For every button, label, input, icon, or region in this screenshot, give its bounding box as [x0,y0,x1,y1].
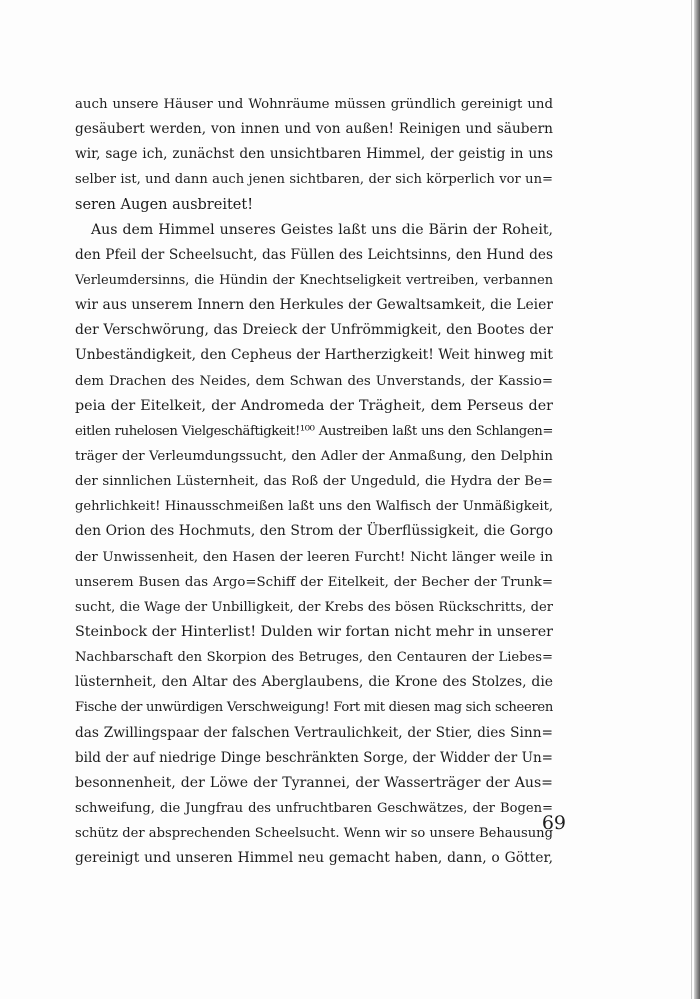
text-line: bild der auf niedrige Dinge beschränkten Sorge, der Widder der Un= [75,749,553,766]
text-line: gereinigt und unseren Himmel neu gemacht haben, dann, o Götter, [75,850,553,867]
text-line: seren Augen ausbreitet! [75,196,254,213]
text-line: auch unsere Häuser und Wohnräume müssen gründlich gereinigt und [75,97,553,112]
text-line: wir, sage ich, zunächst den unsichtbaren Himmel, der geistig in uns [75,146,553,163]
text-line: schweifung, die Jungfrau des unfruchtbaren Geschwätzes, der Bogen= [75,800,553,816]
text-line: Verleumdersinns, die Hündin der Knechtseligkeit vertreiben, verbannen [75,272,553,288]
text-line: wir aus unserem Innern den Herkules der Gewaltsamkeit, die Leier [75,297,553,314]
text-line: Unbeständigkeit, den Cepheus der Hartherzigkeit! Weit hinweg mit [75,347,553,364]
page-number: 69 [541,812,566,834]
text-line: Aus dem Himmel unseres Geistes laßt uns die Bärin der Roheit, [91,221,553,238]
text-line: der sinnlichen Lüsternheit, das Roß der Ungeduld, die Hydra der Be= [75,474,553,490]
text-line: dem Drachen des Neides, dem Schwan des Unverstands, der Kassio= [75,373,553,389]
text-line: unserem Busen das Argo=Schiff der Eitelkeit, der Becher der Trunk= [75,574,553,590]
text-line: das Zwillingspaar der falschen Vertraulichkeit, der Stier, dies Sinn= [75,724,553,741]
text-line: gesäubert werden, von innen und von außen! Reinigen und säubern [75,121,553,138]
page-edge-line [691,0,692,999]
text-line: lüsternheit, den Altar des Aberglaubens, die Krone des Stolzes, die [75,674,553,691]
body-text [75,92,553,871]
text-line: der Unwissenheit, den Hasen der leeren Furcht! Nicht länger weile in [75,549,553,565]
text-line: der Verschwörung, das Dreieck der Unfrömmigkeit, den Bootes der [75,322,553,339]
text-line: Steinbock der Hinterlist! Dulden wir fortan nicht mehr in unserer [75,623,553,640]
text-line: eitlen ruhelosen Vielgeschäftigkeit!¹⁰⁰ Austreiben laßt uns den Schlangen= [75,423,553,439]
text-line: Nachbarschaft den Skorpion des Betruges, den Centauren der Liebes= [75,650,553,666]
text-line: träger der Verleumdungssucht, den Adler der Anmaßung, den Delphin [75,448,553,464]
text-line: den Pfeil der Scheelsucht, das Füllen des Leichtsinns, den Hund des [75,246,553,263]
text-line: den Orion des Hochmuts, den Strom der Überflüssigkeit, die Gorgo [75,523,553,540]
text-line: besonnenheit, der Löwe der Tyrannei, der Wasserträger der Aus= [75,774,553,791]
text-line: peia der Eitelkeit, der Andromeda der Trägheit, dem Perseus der [75,397,553,414]
text-line: gehrlichkeit! Hinausschmeißen laßt uns den Walfisch der Unmäßigkeit, [75,499,553,515]
text-line: sucht, die Wage der Unbilligkeit, der Krebs des bösen Rückschritts, der [75,599,553,615]
text-line: selber ist, und dann auch jenen sichtbaren, der sich körperlich vor un= [75,172,553,188]
text-line: Fische der unwürdigen Verschweigung! Fort mit diesen mag sich scheeren [75,700,553,716]
text-line: schütz der absprechenden Scheelsucht. Wenn wir so unsere Behausung [75,826,553,842]
page-binding-shadow [694,0,700,999]
